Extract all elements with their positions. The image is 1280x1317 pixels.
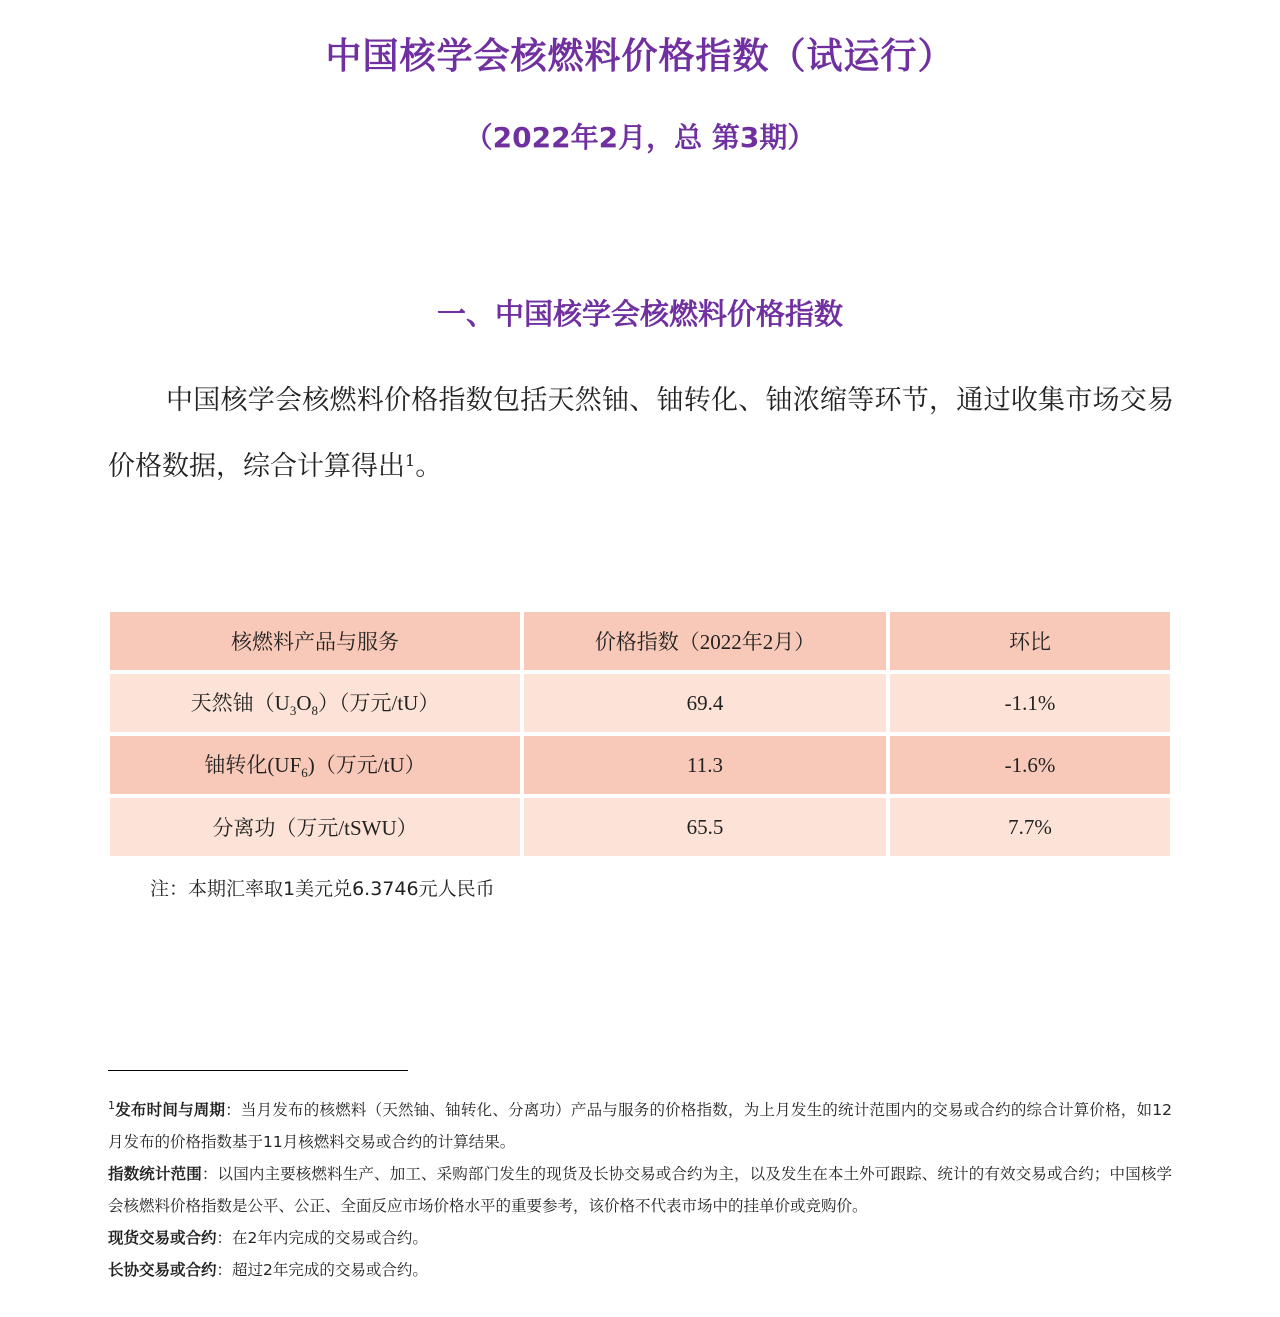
- footnote-term: 现货交易或合约: [108, 1229, 217, 1247]
- footnote-item: [108, 1158, 1172, 1222]
- footnote-text: ：以国内主要核燃料生产、加工、采购部门发生的现货及长协交易或合约为主，以及发生在本土外可跟踪、统计的有效交易或合约；中国核学会核燃料价格指数是公平、公正、全面反应市场价格水平的重要参考，该价格不代表市场中的挂单价或竞购价。: [108, 1165, 1172, 1215]
- table-header-row: [110, 612, 1170, 670]
- issue-subtitle: （2022年2月，总 第3期）: [464, 121, 816, 154]
- product-natural-uranium: 天然铀$(U_3O_8)$（万元/tU）: [110, 674, 520, 732]
- intro-paragraph: [108, 368, 1174, 500]
- exchange-rate-note: 注：本期汇率取1美元兑6.3746元人民币: [150, 878, 495, 900]
- section-heading: 一、中国核学会核燃料价格指数: [436, 297, 843, 331]
- footnote-mark: 1: [108, 1099, 115, 1112]
- change-value: 7.7%: [890, 798, 1170, 856]
- footnote-term: 长协交易或合约: [108, 1261, 217, 1279]
- change-value: -1.6%: [890, 736, 1170, 794]
- footnote-ref-1[interactable]: 1: [405, 451, 416, 470]
- footnote-item: [108, 1222, 1172, 1254]
- footnote-divider: [108, 1070, 408, 1071]
- table-row: [110, 798, 1170, 856]
- document-title: 中国核学会核燃料价格指数（试运行）: [325, 36, 955, 77]
- footnote-term: 发布时间与周期: [115, 1101, 226, 1119]
- footnote-text: ：当月发布的核燃料（天然铀、铀转化、分离功）产品与服务的价格指数，为上月发生的统计范围内的交易或合约的综合计算价格，如12月发布的价格指数基于11月核燃料交易或合约的计算结果。: [108, 1101, 1172, 1151]
- change-value: -1.1%: [890, 674, 1170, 732]
- price-index-value: 69.4: [524, 674, 886, 732]
- footnote-text: ：在2年内完成的交易或合约。: [216, 1229, 428, 1247]
- price-index-value: 65.5: [524, 798, 886, 856]
- header-product: 核燃料产品与服务: [110, 612, 520, 670]
- header-price-index: 价格指数（2022年2月）: [524, 612, 886, 670]
- intro-text: 中国核学会核燃料价格指数包括天然铀、铀转化、铀浓缩等环节，通过收集市场交易价格数据，综合计算得出: [108, 385, 1174, 482]
- header-change: 环比: [890, 612, 1170, 670]
- footnotes: [108, 1094, 1172, 1286]
- table-row: [110, 736, 1170, 794]
- intro-end-punct: 。: [415, 451, 443, 482]
- footnote-text: ：超过2年完成的交易或合约。: [216, 1261, 428, 1279]
- footnote-term: 指数统计范围: [108, 1165, 202, 1183]
- table-row: [110, 674, 1170, 732]
- price-index-value: 11.3: [524, 736, 886, 794]
- product-uranium-conversion: 铀转化$(UF_6)$（万元/tU）: [110, 736, 520, 794]
- product-separative-work: 分离功（万元/tSWU）: [110, 798, 520, 856]
- footnote-item: [108, 1094, 1172, 1158]
- price-index-table: [106, 608, 1174, 860]
- footnote-item: [108, 1254, 1172, 1286]
